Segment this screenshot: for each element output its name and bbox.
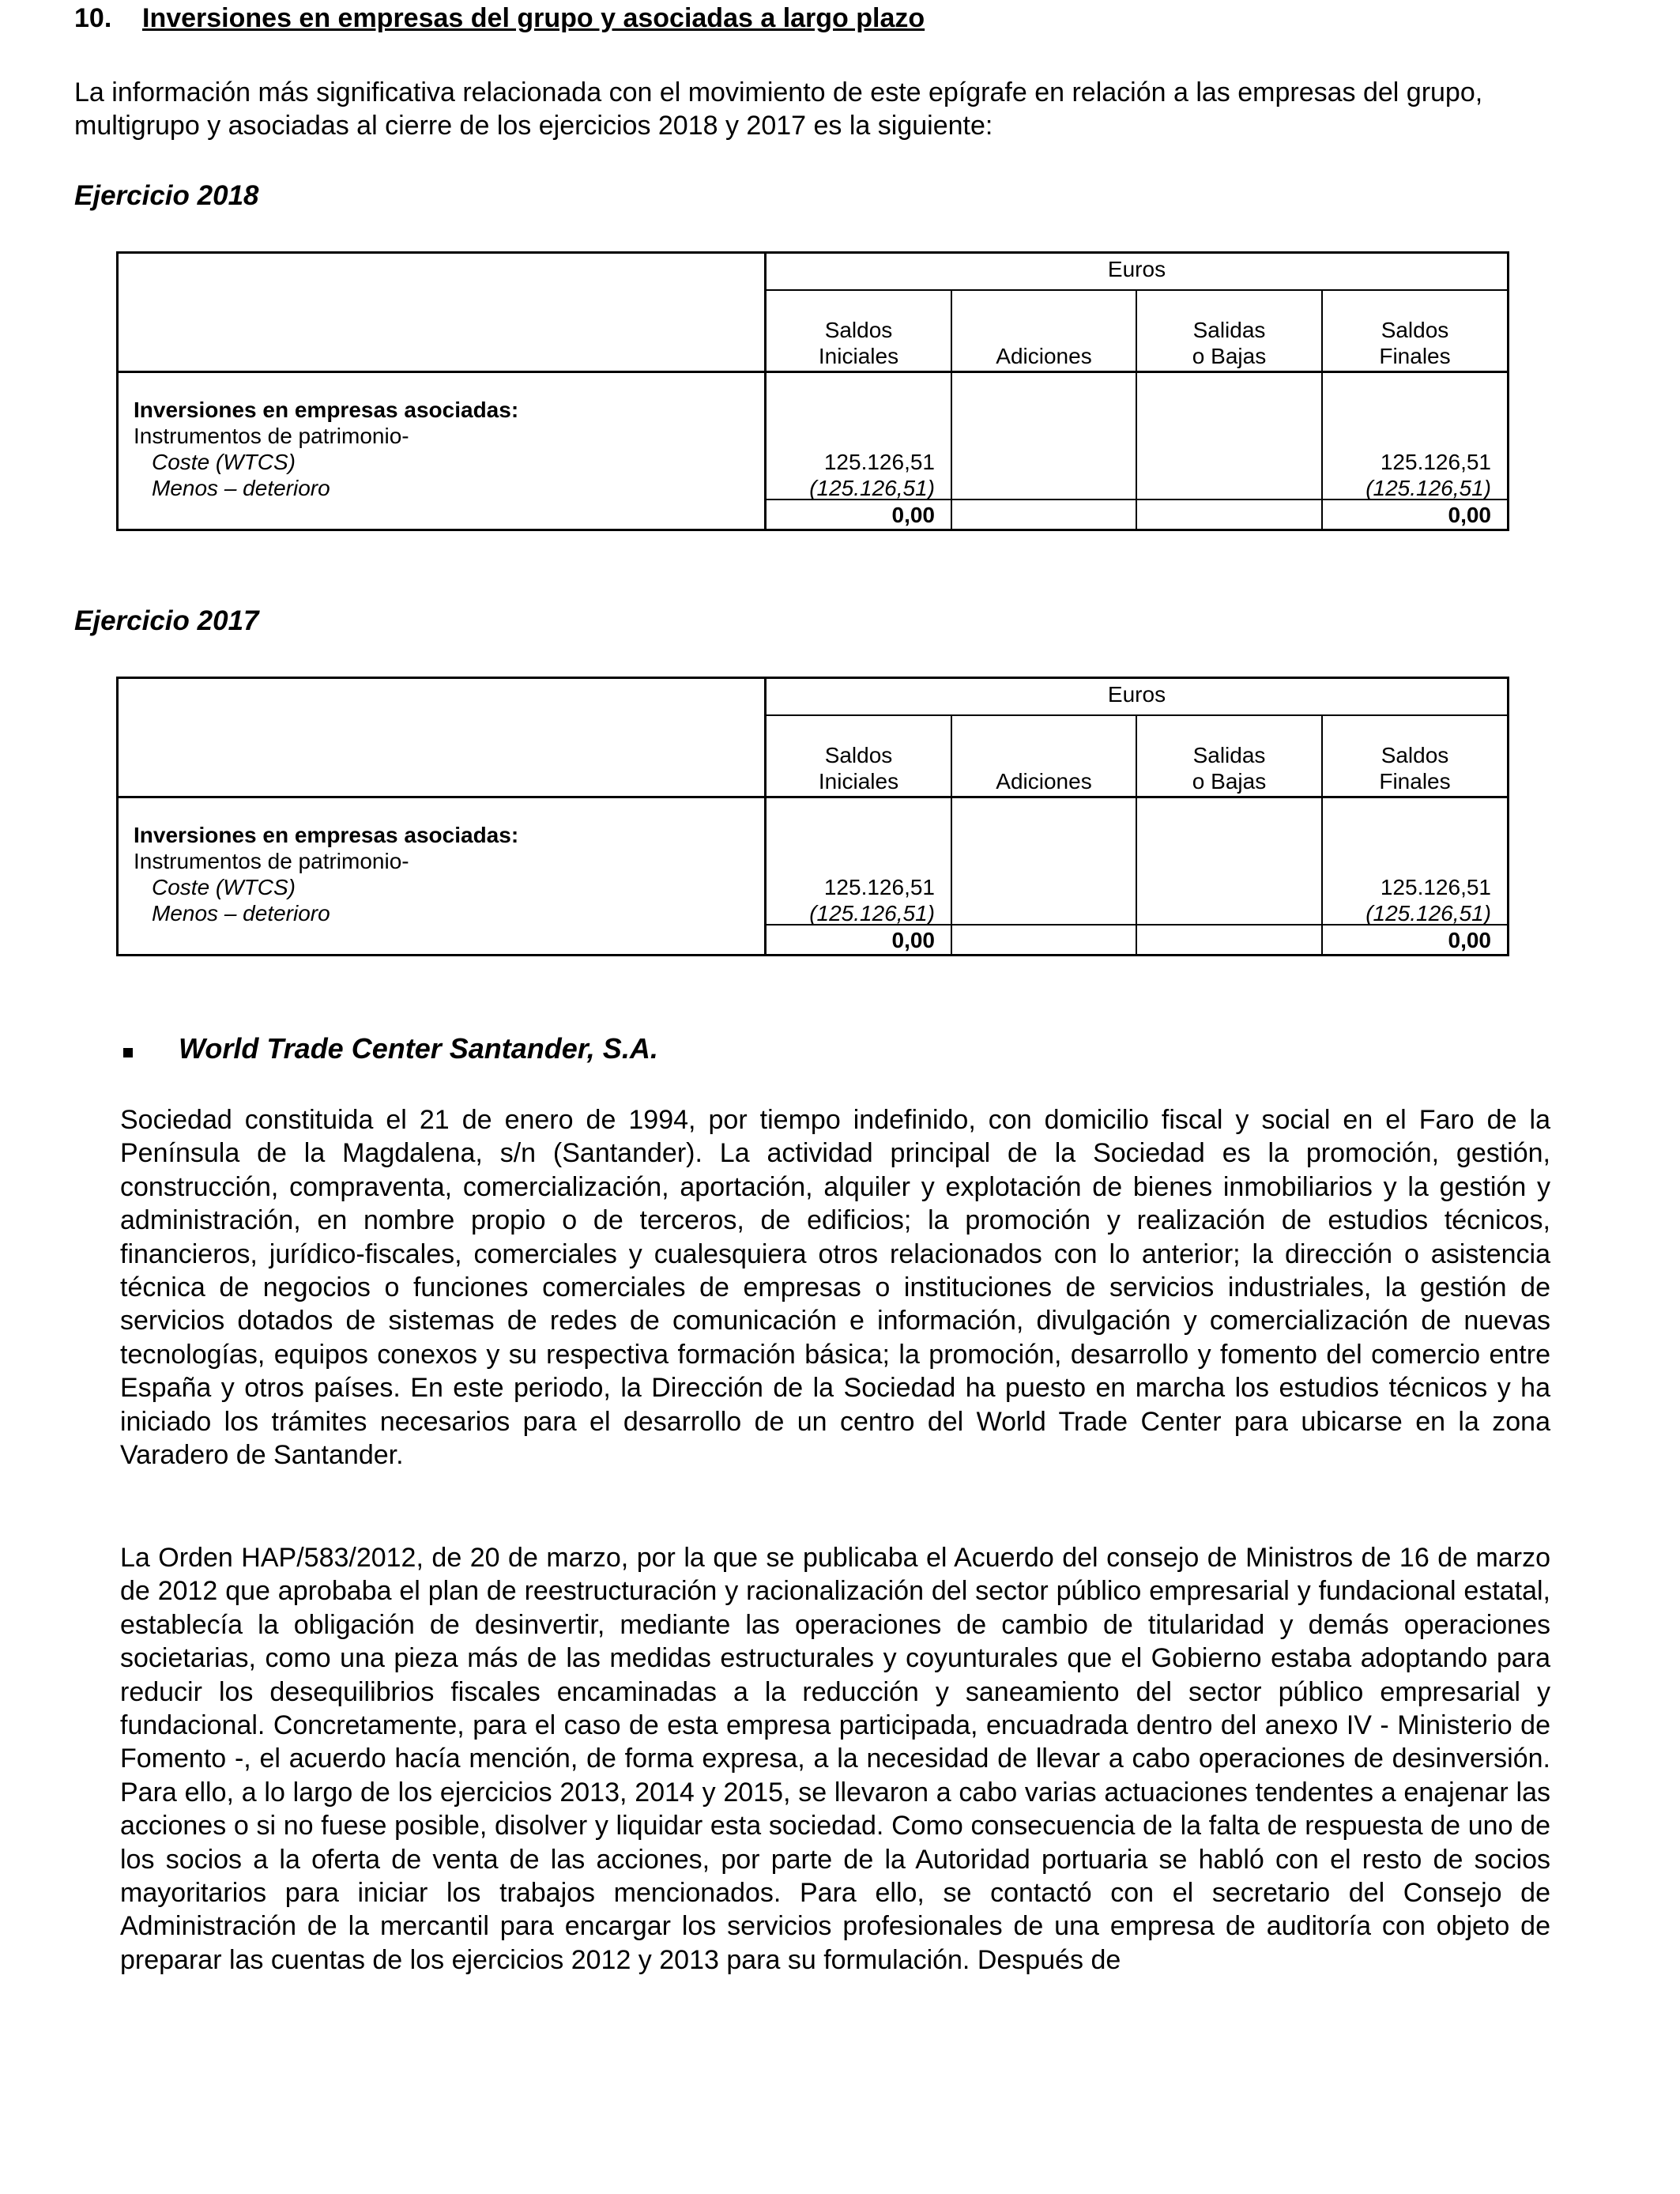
section-heading [74,3,925,34]
table-border-bottom-left [116,529,767,531]
column-header: Iniciales [818,344,899,368]
column-header: Adiciones [996,769,1092,794]
column-header: Salidas [1192,743,1266,767]
table-border-left [116,677,119,956]
table-border-right [1507,677,1509,956]
row-label: Coste (WTCS) [152,875,296,899]
total-cell: 0,00 [891,928,935,952]
total-cell: 0,00 [891,503,935,527]
column-header: Saldos [1381,743,1449,767]
column-header: Saldos [1381,318,1449,342]
table-border-top [116,677,1509,679]
company-name: World Trade Center Santander, S.A. [179,1032,658,1065]
total-cell: 0,00 [1448,503,1491,527]
column-header: Salidas [1192,318,1266,342]
movement-table-2017 [116,677,1509,956]
header-divider [116,796,1509,798]
table-cell: (125.126,51) [809,901,935,925]
table-cell: 125.126,51 [823,875,935,899]
header-divider [116,371,1509,373]
section-number: 10. [74,3,112,33]
table-border-left [116,251,119,531]
table-cell: (125.126,51) [1365,476,1491,500]
table-border-bottom-right [764,954,1509,956]
table-title-2017: Ejercicio 2017 [74,605,259,636]
column-divider [951,289,952,531]
column-header: Saldos [824,318,893,342]
table-cell: 125.126,51 [823,450,935,474]
row-label: Coste (WTCS) [152,450,296,474]
currency-label: Euros [1107,682,1166,707]
intro-paragraph: La información más significativa relacionada con el movimiento de este epígrafe en relación a las empresas del grupo, multigrupo y asociadas al cierre de los ejercicios 2018 y 2017 es la siguiente: [74,77,1483,141]
table-border-right [1507,251,1509,531]
total-cell: 0,00 [1448,928,1491,952]
table-title-2018: Ejercicio 2018 [74,180,259,211]
currency-label: Euros [1107,257,1166,281]
row-label: Menos – deterioro [152,476,330,500]
column-header: Iniciales [818,769,899,794]
column-header: Finales [1379,344,1451,368]
group-label: Inversiones en empresas asociadas: [134,398,519,422]
square-bullet-icon [123,1048,133,1057]
column-header: o Bajas [1192,344,1267,368]
company-description-paragraph: Sociedad constituida el 21 de enero de 1994, por tiempo indefinido, con domicilio fiscal y social en el Faro de la Península de la Magdalena, s/n (Santander). La actividad principal de la Sociedad es la promoción, gestión, construcción, compraventa, comercialización, aportación, alquiler y explotación de bienes inmobiliarios y la gestión y administración, en nombre propio o de terceros, de edificios; la promoción y realización de estudios técnicos, financieros, jurídico-fiscales, comerciales y cualesquiera otros relacionados con lo anterior; la dirección o asistencia técnica de negocios o funciones comerciales de empresas o instituciones de servicios industriales, la gestión de servicios dotados de sistemas de redes de comunicación e información, divulgación y comercialización de nuevas tecnologías, equipos conexos y su respectiva formación básica; la promoción, desarrollo y fomento del comercio entre España y otros países. En este periodo, la Dirección de la Sociedad ha puesto en marcha los estudios técnicos y ha iniciado los trámites necesarios para el desarrollo de un centro del World Trade Center para ubicarse en la zona Varadero de Santander. [120,1105,1550,1471]
group-label: Inversiones en empresas asociadas: [134,823,519,847]
table-cell: 125.126,51 [1380,875,1491,899]
column-header: Finales [1379,769,1451,794]
table-border-bottom-left [116,954,767,956]
column-divider [951,714,952,956]
column-header: Saldos [824,743,893,767]
column-header: Adiciones [996,344,1092,368]
subgroup-label: Instrumentos de patrimonio- [134,849,409,873]
subgroup-label: Instrumentos de patrimonio- [134,424,409,448]
table-border-bottom-right [764,529,1509,531]
table-cell: (125.126,51) [1365,901,1491,925]
table-border-top [116,251,1509,254]
divestment-paragraph: La Orden HAP/583/2012, de 20 de marzo, por la que se publicaba el Acuerdo del consejo de Ministros de 16 de marzo de 2012 que aprobaba el plan de reestructuración y racionalización del sector público empresarial y fundacional estatal, establecía la obligación de desinvertir, mediante las operaciones de cambio de titularidad y demás operaciones societarias, como una pieza más de las medidas estructurales y coyunturales que el Gobierno estaba adoptando para reducir los desequilibrios fiscales encaminadas a la reducción y saneamiento del sector público empresarial y fundacional. Concretamente, para el caso de esta empresa participada, encuadrada dentro del anexo IV - Ministerio de Fomento -, el acuerdo hacía mención, de forma expresa, a la necesidad de llevar a cabo operaciones de desinversión. Para ello, a lo largo de los ejercicios 2013, 2014 y 2015, se llevaron a cabo varias actuaciones tendentes a enajenar las acciones o si no fuese posible, disolver y liquidar esta sociedad. Como consecuencia de la falta de respuesta de uno de los socios a la oferta de venta de las acciones, por parte de la Autoridad portuaria se habló con el resto de socios mayoritarios para iniciar los trabajos mencionados. Para ello, se contactó con el secretario del Consejo de Administración de la mercantil para encargar los servicios profesionales de una empresa de auditoría con objeto de preparar las cuentas de los ejercicios 2012 y 2013 para su formulación. Después de [120,1543,1550,1975]
movement-table-2018 [116,251,1509,531]
table-cell: 125.126,51 [1380,450,1491,474]
table-cell: (125.126,51) [809,476,935,500]
row-label: Menos – deterioro [152,901,330,925]
column-header: o Bajas [1192,769,1267,794]
section-title: Inversiones en empresas del grupo y asociadas a largo plazo [142,3,925,33]
